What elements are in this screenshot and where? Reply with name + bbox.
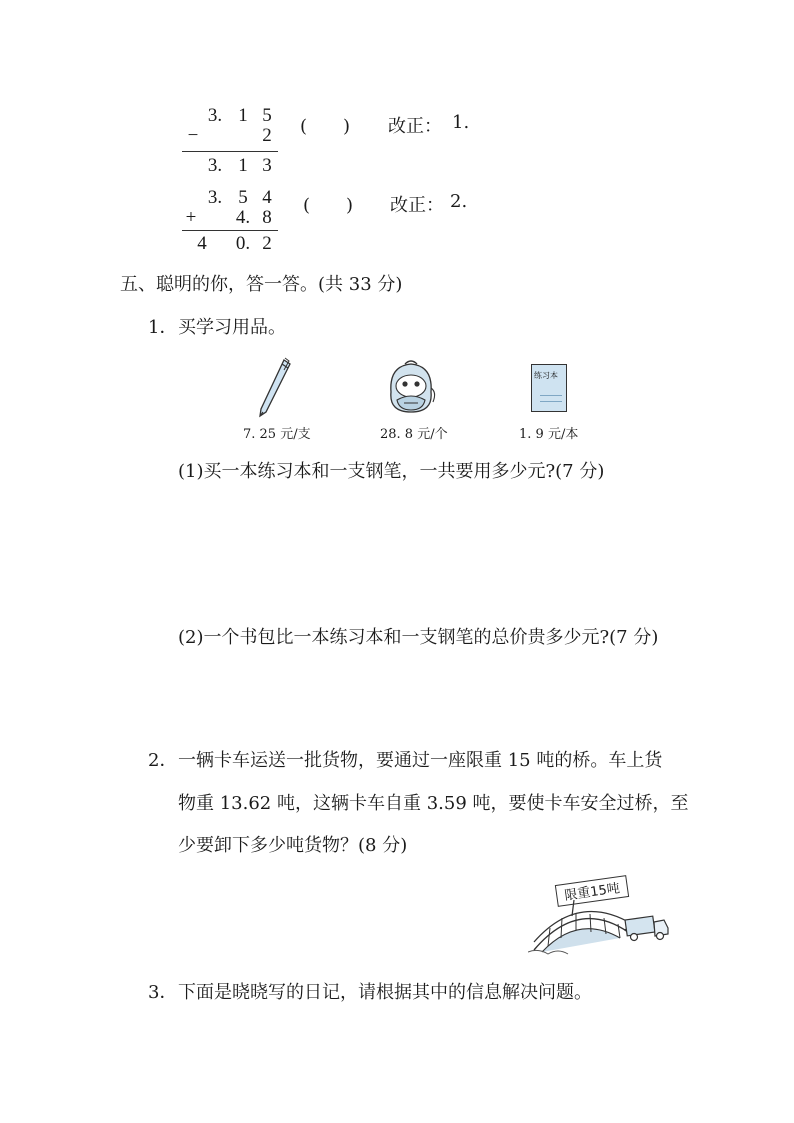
q1-number: 1．: [148, 317, 178, 338]
bridge-illustration: [528, 868, 673, 958]
truck-icon: [624, 912, 672, 944]
q3-text: 下面是晓晓写的日记，请根据其中的信息解决问题。: [178, 982, 592, 1003]
calc2-top-d1: 3.: [207, 187, 223, 208]
q1-sub2: (2)一个书包比一本练习本和一支钢笔的总价贵多少元?(7 分): [178, 627, 659, 648]
q1-sub1: (1)买一本练习本和一支钢笔，一共要用多少元?(7 分): [178, 461, 605, 482]
calc1-top-d2: 1: [238, 105, 248, 126]
q1-title: 买学习用品。: [178, 317, 286, 338]
q2-line3: 少要卸下多少吨货物？(8 分): [178, 835, 408, 856]
vertical-calc-2: [180, 187, 290, 262]
calc1-second-d1: 2: [262, 125, 272, 146]
backpack-icon: [383, 358, 439, 416]
calc1-top-d1: 3.: [207, 105, 223, 126]
calc2-top-d3: 4: [262, 187, 272, 208]
pen-price: 7. 25 元/支: [243, 427, 311, 442]
pen-icon: [254, 356, 294, 420]
notebook-cover-text: 练习本: [534, 371, 558, 380]
calc2-res-d1: 4: [197, 233, 207, 254]
fix-number-2: 2.: [450, 191, 468, 212]
fix-number-1: 1.: [452, 112, 470, 133]
judge-paren-2[interactable]: ( ): [303, 195, 354, 216]
notebook-line: [540, 401, 562, 402]
calc2-sum-line: [182, 230, 278, 231]
q3-number: 3．: [148, 982, 178, 1003]
calc2-operator: +: [185, 207, 197, 228]
calc2-second-d2: 8: [262, 207, 272, 228]
calc1-operator: −: [187, 125, 199, 146]
calc1-sum-line: [182, 151, 278, 152]
notebook-line: [540, 395, 562, 396]
calc1-res-d3: 3: [262, 155, 272, 176]
backpack-price: 28. 8 元/个: [380, 427, 448, 442]
fix-label-2: 改正：: [390, 195, 444, 216]
calc2-res-d3: 2: [262, 233, 272, 254]
judge-paren-1[interactable]: ( ): [300, 116, 351, 137]
calc2-top-d2: 5: [238, 187, 248, 208]
q2-line1: 一辆卡车运送一批货物，要通过一座限重 15 吨的桥。车上货: [178, 750, 663, 771]
section-heading: 五、聪明的你，答一答。(共 33 分): [120, 274, 403, 295]
calc1-res-d1: 3.: [207, 155, 223, 176]
calc1-top-d3: 5: [262, 105, 272, 126]
weight-limit-text: 限重15吨: [563, 881, 621, 904]
fix-label-1: 改正：: [388, 116, 442, 137]
calc2-res-d2: 0.: [235, 233, 251, 254]
calc1-res-d2: 1: [238, 155, 248, 176]
calc2-second-d1: 4.: [235, 207, 251, 228]
notebook-price: 1. 9 元/本: [519, 427, 579, 442]
q2-line2: 物重 13.62 吨，这辆卡车自重 3.59 吨，要使卡车安全过桥，至: [178, 793, 689, 814]
notebook-icon: [531, 364, 567, 412]
q2-number: 2．: [148, 750, 178, 771]
vertical-calc-1: [180, 105, 290, 180]
